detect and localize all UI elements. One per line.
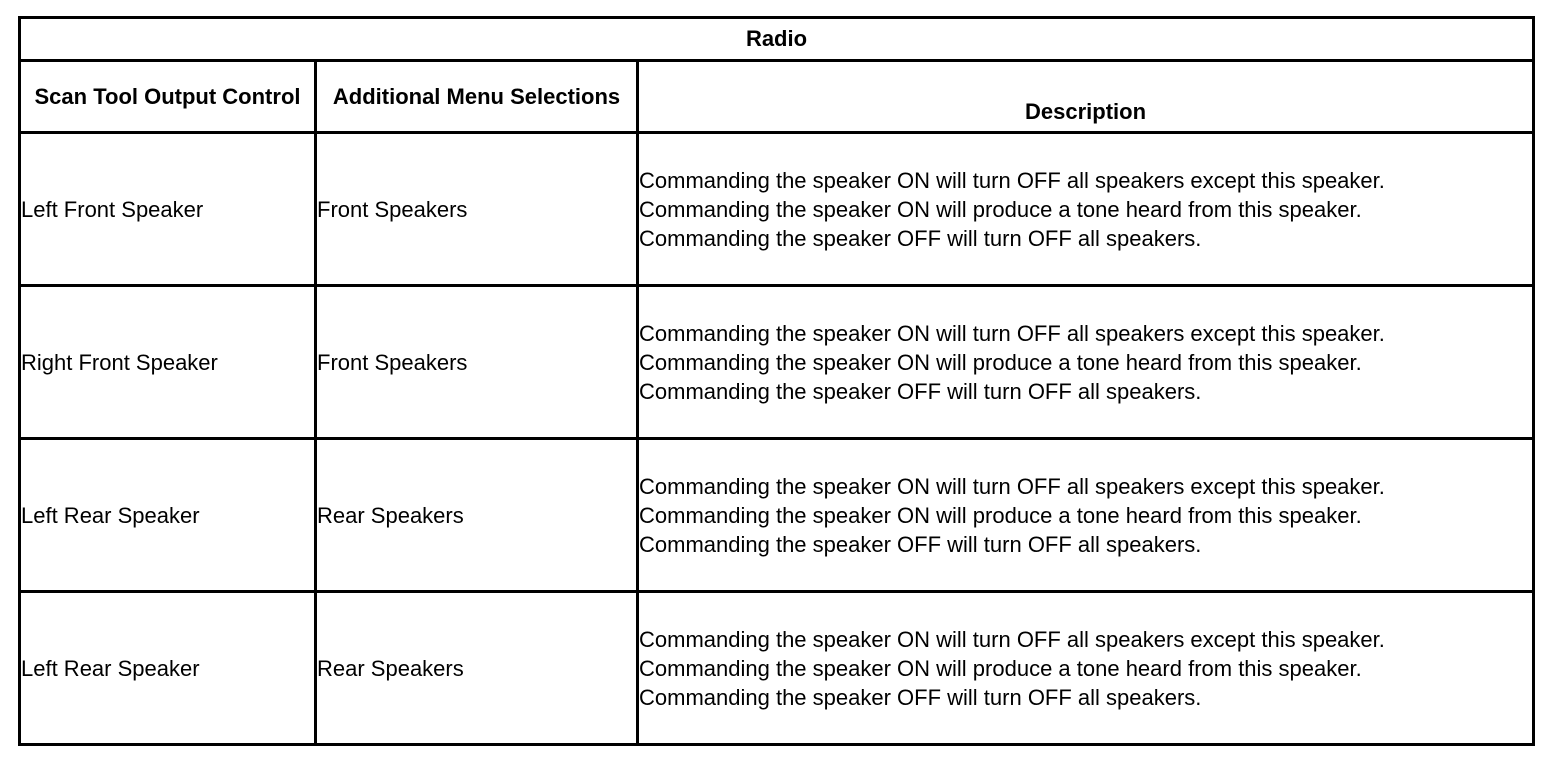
description-cell xyxy=(638,439,1534,592)
header-description: Description xyxy=(638,61,1534,133)
description-line: Commanding the speaker ON will turn OFF all speakers except this speaker. xyxy=(639,167,1385,193)
description-cell xyxy=(638,592,1534,745)
output-control-cell: Left Rear Speaker xyxy=(20,439,316,592)
table-row xyxy=(20,592,1534,745)
header-scan-tool-output-control: Scan Tool Output Control xyxy=(20,61,316,133)
description-line: Commanding the speaker OFF will turn OFF all speakers. xyxy=(639,225,1202,251)
description-line: Commanding the speaker ON will produce a tone heard from this speaker. xyxy=(639,655,1362,681)
description-line: Commanding the speaker OFF will turn OFF all speakers. xyxy=(639,378,1202,404)
header-additional-menu-selections: Additional Menu Selections xyxy=(316,61,638,133)
description-cell xyxy=(638,286,1534,439)
table-title-row xyxy=(20,18,1534,61)
output-control-cell: Left Front Speaker xyxy=(20,133,316,286)
description-line: Commanding the speaker ON will turn OFF all speakers except this speaker. xyxy=(639,626,1385,652)
radio-output-control-table xyxy=(18,16,1535,746)
output-control-cell: Left Rear Speaker xyxy=(20,592,316,745)
description-line: Commanding the speaker ON will produce a tone heard from this speaker. xyxy=(639,349,1362,375)
output-control-cell: Right Front Speaker xyxy=(20,286,316,439)
description-line: Commanding the speaker ON will turn OFF all speakers except this speaker. xyxy=(639,473,1385,499)
table-row xyxy=(20,286,1534,439)
description-line: Commanding the speaker OFF will turn OFF all speakers. xyxy=(639,684,1202,710)
menu-selection-cell: Rear Speakers xyxy=(316,592,638,745)
description-line: Commanding the speaker ON will produce a tone heard from this speaker. xyxy=(639,196,1362,222)
description-line: Commanding the speaker OFF will turn OFF all speakers. xyxy=(639,531,1202,557)
menu-selection-cell: Rear Speakers xyxy=(316,439,638,592)
table-title: Radio xyxy=(20,18,1534,61)
table-header-row xyxy=(20,61,1534,133)
table-row xyxy=(20,133,1534,286)
description-line: Commanding the speaker ON will turn OFF all speakers except this speaker. xyxy=(639,320,1385,346)
table-row xyxy=(20,439,1534,592)
description-cell xyxy=(638,133,1534,286)
menu-selection-cell: Front Speakers xyxy=(316,133,638,286)
menu-selection-cell: Front Speakers xyxy=(316,286,638,439)
description-line: Commanding the speaker ON will produce a tone heard from this speaker. xyxy=(639,502,1362,528)
